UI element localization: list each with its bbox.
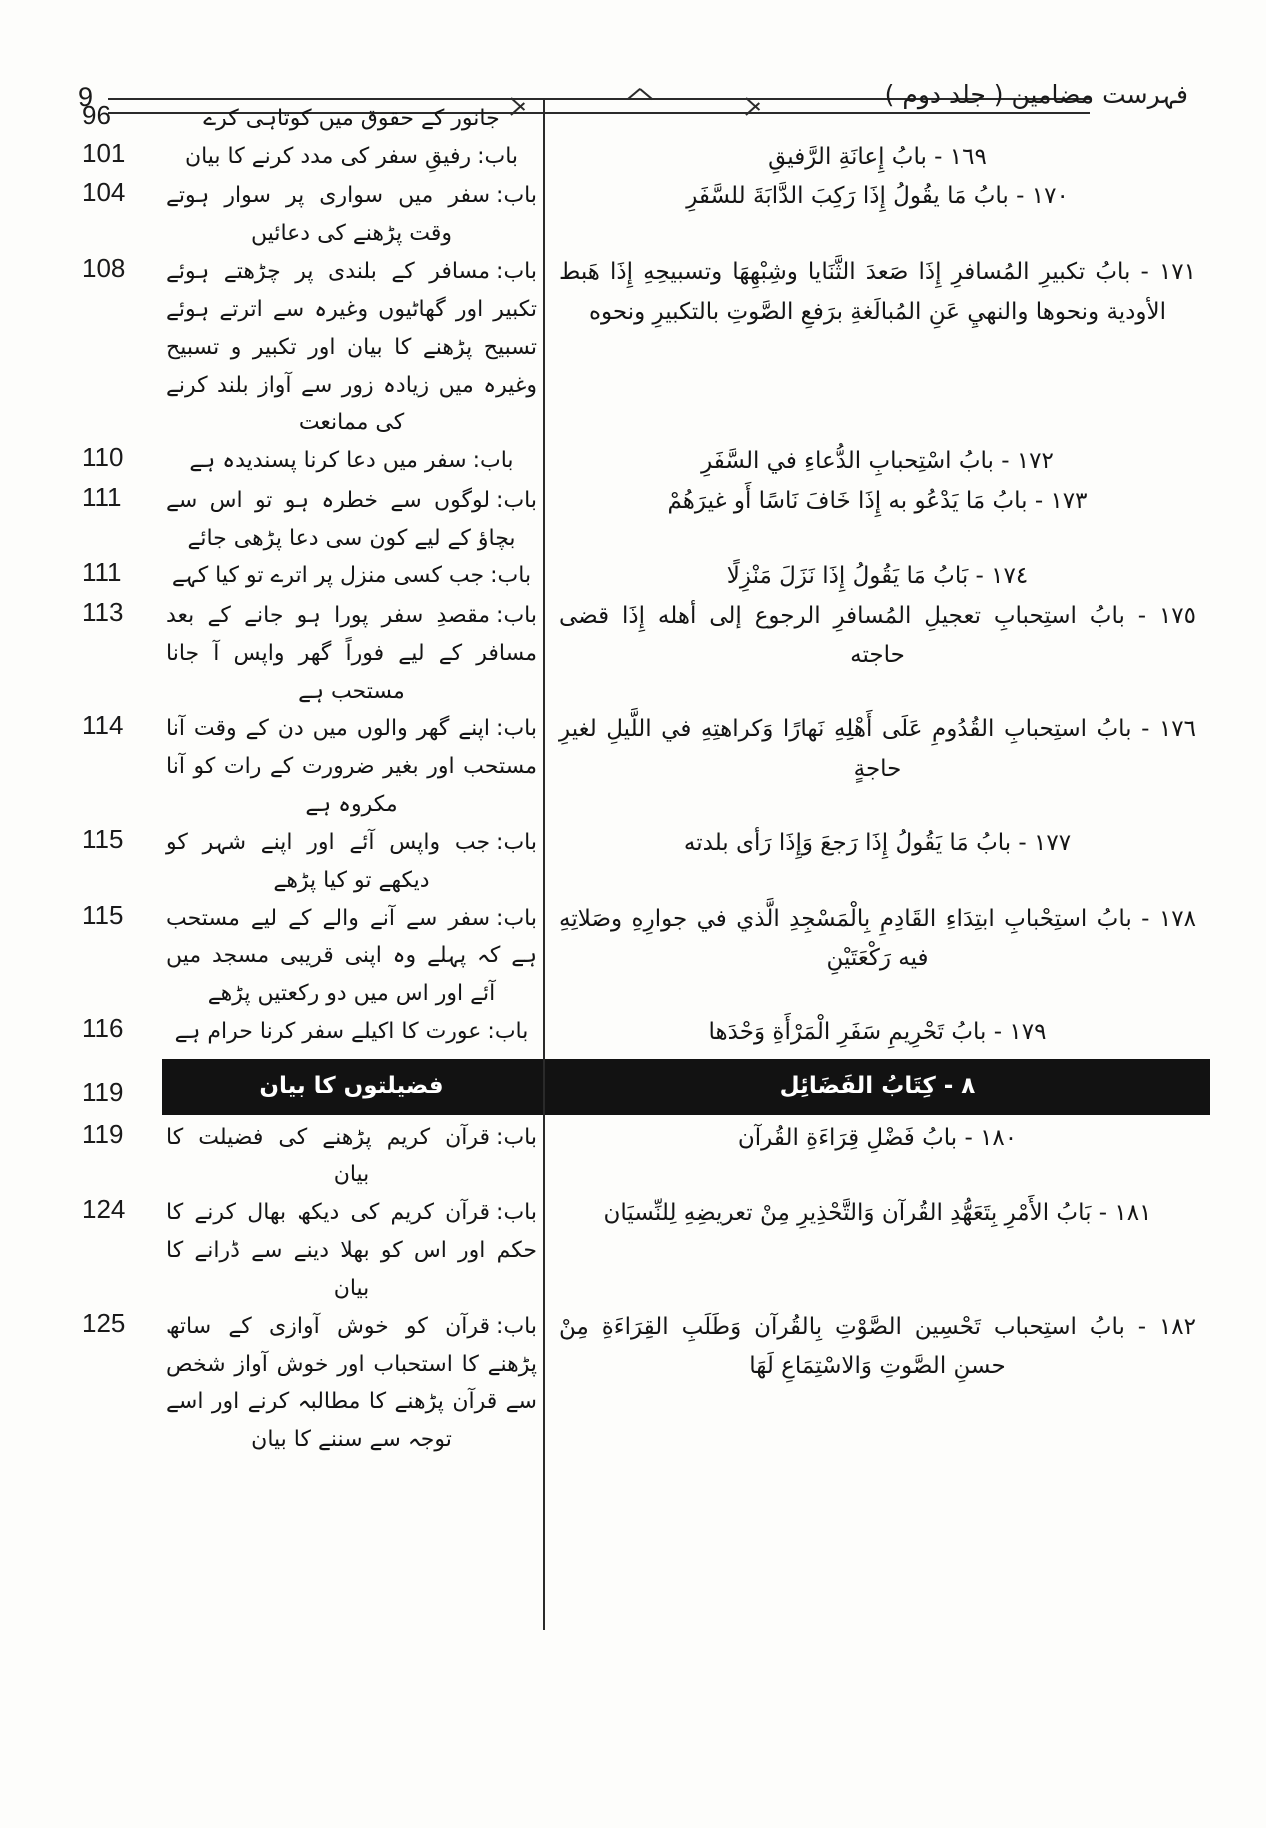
table-of-contents: [70, 100, 1210, 1708]
urdu-title: [162, 557, 543, 595]
chapter-banner: [162, 1059, 1210, 1115]
arabic-title: ١٧٩ - بابُ تَحْرِيمِ سَفَرِ الْمَرْأَةِ وَحْدَها: [708, 1019, 1047, 1046]
urdu-title: [162, 253, 543, 442]
bab-label: باب:: [496, 1124, 537, 1150]
toc-row[interactable]: [70, 1119, 1210, 1195]
bab-label: باب:: [472, 448, 514, 474]
chapter-arabic-title: ٨ - كِتَابُ الفَضَائِل: [779, 1072, 976, 1099]
bab-label: باب:: [496, 602, 537, 628]
bab-label: باب:: [477, 143, 519, 169]
bab-label: باب:: [487, 1019, 529, 1045]
page-number: 119: [82, 1118, 124, 1149]
column-divider: [543, 100, 545, 1630]
urdu-title: [162, 442, 543, 480]
arabic-title: ١٧١ - بابُ تكبيرِ المُسافرِ إِذَا صَعدَ الثَّنَايا وشِبْهِهَا وتسبيحِهِ إِذَا هَبط الأودية ونحوها والنهيِ عَنِ المُبالَغةِ برَفعِ الصَّوتِ بالتكبيرِ ونحوه: [559, 259, 1196, 325]
toc-row[interactable]: [70, 253, 1210, 442]
bab-label: باب:: [496, 716, 537, 742]
bab-label: باب:: [496, 905, 537, 931]
toc-row[interactable]: [70, 442, 1210, 482]
urdu-title-text: جب واپس آئے اور اپنے شہر کو دیکھے تو کیا پڑھے: [166, 829, 491, 893]
page-number: 114: [82, 710, 124, 741]
urdu-title-text: سفر سے آنے والے کے لیے مستحب ہے کہ پہلے وہ اپنی قریبی مسجد میں آئے اور اس میں دو رکعتیں پڑھے: [166, 905, 537, 1007]
urdu-title-text: جب کسی منزل پر اترے تو کیا کہے: [171, 563, 485, 589]
toc-row[interactable]: [70, 482, 1210, 558]
chapter-banner-row[interactable]: [70, 1059, 1210, 1115]
bab-label: باب:: [496, 259, 537, 285]
arabic-title: ١٧٢ - بابُ اسْتِحبابِ الدُّعاءِ في السَّفَرِ: [701, 448, 1054, 475]
arabic-title: ١٨١ - بَابُ الأَمْرِ بِتَعَهُّدِ القُرآن وَالتَّحْذِيرِ مِنْ تعريضِهِ لِلنِّسيَان: [603, 1200, 1152, 1227]
urdu-title: [162, 1119, 543, 1195]
page-header: [0, 38, 1266, 112]
page-number: 104: [82, 177, 126, 208]
bab-label: باب:: [496, 1313, 537, 1339]
toc-row[interactable]: [70, 138, 1210, 178]
toc-row[interactable]: [70, 1013, 1210, 1053]
arabic-title: ١٧٥ - بابُ استِحبابِ تعجيلِ المُسافرِ الرجوع إلى أهله إِذَا قضى حاجته: [559, 602, 1196, 669]
page-number: 119: [82, 1077, 124, 1108]
urdu-title: جانور کے حقوق میں کوتاہی کرے: [203, 106, 500, 131]
bab-label: باب:: [496, 829, 537, 855]
arabic-title: ١٦٩ - بابُ إِعانَةِ الرَّفيقِ: [768, 143, 987, 170]
page-number: 116: [82, 1013, 124, 1044]
toc-row[interactable]: [70, 557, 1210, 597]
toc-row[interactable]: [70, 597, 1210, 710]
page-number: 111: [82, 557, 122, 588]
page-number: 108: [82, 253, 126, 284]
urdu-title-text: عورت کا اکیلے سفر کرنا حرام ہے: [174, 1019, 482, 1045]
urdu-title: [162, 138, 543, 176]
page-number: 125: [82, 1307, 126, 1338]
toc-row[interactable]: [70, 100, 1210, 138]
toc-row[interactable]: [70, 1308, 1210, 1459]
urdu-title-text: اپنے گھر والوں میں دن کے وقت آنا مستحب اور بغیر ضرورت کے رات کو آنا مکروہ ہے: [166, 716, 537, 818]
toc-row[interactable]: [70, 1194, 1210, 1307]
urdu-title: [162, 710, 543, 823]
urdu-title-text: رفیقِ سفر کی مدد کرنے کا بیان: [184, 143, 472, 169]
urdu-title-text: مسافر کے بلندی پر چڑھتے ہوئے تکبیر اور گھاٹیوں وغیرہ سے اترتے ہوئے تسبیح پڑھنے کا بیان اور تکبیر و تسبیح وغیرہ میں زیادہ زور سے آواز بلند کرنے کی ممانعت: [166, 259, 537, 436]
chapter-urdu-title: فضیلتوں کا بیان: [259, 1072, 444, 1099]
page-number: 111: [82, 481, 122, 512]
bab-label: باب:: [496, 1200, 537, 1226]
urdu-title: [162, 900, 543, 1013]
arabic-title: ١٧٦ - بابُ استِحبابِ القُدُومِ عَلَى أَهْلِهِ نَهارًا وَكراهتِهِ في اللَّيلِ لغيرِ حاجةٍ: [559, 716, 1196, 782]
urdu-title: [162, 597, 543, 710]
arabic-title: ١٧٣ - بابُ مَا يَدْعُو به إِذَا خَافَ نَاسًا أَو غيرَهُمْ: [667, 487, 1088, 514]
urdu-title-text: قرآن کریم کی دیکھ بھال کرنے کا حکم اور اس کو بھلا دینے سے ڈرانے کا بیان: [166, 1200, 537, 1301]
bab-label: باب:: [496, 183, 537, 209]
urdu-title: [162, 824, 543, 900]
urdu-title-text: مقصدِ سفر پورا ہو جانے کے بعد مسافر کے لیے فوراً گھر واپس آ جانا مستحب ہے: [166, 602, 537, 704]
arabic-title: ١٧٨ - بابُ استِحْبابِ ابتِدَاءِ القَادِمِ بِالْمَسْجِدِ الَّذي في جوارِهِ وصَلاتِهِ فيه رَكْعَتَيْنِ: [559, 905, 1196, 972]
toc-row[interactable]: [70, 824, 1210, 900]
page-number: 113: [82, 596, 124, 627]
page-number: 96: [82, 100, 111, 130]
urdu-title: [162, 1308, 543, 1459]
urdu-title: [162, 1194, 543, 1307]
arabic-title: ١٨٠ - بابُ فَضْلِ قِرَاءَةِ القُرآن: [737, 1124, 1018, 1151]
page-number: 101: [82, 137, 126, 168]
bab-label: باب:: [490, 563, 532, 589]
urdu-title: [162, 1013, 543, 1051]
toc-row[interactable]: [70, 177, 1210, 253]
page-number: 115: [82, 899, 124, 930]
page-number: 124: [82, 1194, 126, 1225]
urdu-title-text: لوگوں سے خطرہ ہو تو اس سے بچاؤ کے لیے کون سی دعا پڑھی جائے: [166, 487, 516, 551]
toc-row[interactable]: [70, 710, 1210, 823]
arabic-title: ١٧٧ - بابُ مَا يَقُولُ إِذَا رَجعَ وَإِذَا رَأى بلدته: [683, 829, 1072, 856]
toc-row[interactable]: [70, 900, 1210, 1013]
page-number: 115: [82, 823, 124, 854]
page-title: فہرست مضامین ( جلد دوم ): [884, 80, 1188, 109]
urdu-title-text: قرآن کریم پڑھنے کی فضیلت کا بیان: [166, 1124, 491, 1188]
page-number: 110: [82, 442, 124, 473]
urdu-title-text: سفر میں سواری پر سوار ہوتے وقت پڑھنے کی دعائیں: [166, 183, 491, 247]
urdu-title: [162, 482, 543, 558]
arabic-title: ١٧٠ - بابُ مَا يقُولُ إِذَا رَكِبَ الدَّابَةَ للسَّفَرِ: [686, 183, 1069, 210]
arabic-title: ١٧٤ - بَابُ مَا يَقُولُ إِذَا نَزَلَ مَنْزِلًا: [726, 563, 1029, 590]
urdu-title-text: سفر میں دعا کرنا پسندیدہ ہے: [189, 448, 467, 474]
bab-label: باب:: [496, 487, 537, 513]
arabic-title: ١٨٢ - بابُ استِحباب تَحْسِين الصَّوْتِ بِالقُرآن وَطَلَبِ القِرَاءَةِ مِنْ حسنِ الصَّوتِ وَالاسْتِمَاعِ لَهَا: [559, 1313, 1196, 1380]
urdu-title-text: قرآن کو خوش آوازی کے ساتھ پڑھنے کا استحباب اور خوش آواز شخص سے قرآن پڑھنے کا مطالبہ کرنے اور اسے توجہ سے سننے کا بیان: [166, 1313, 537, 1453]
urdu-title: [162, 177, 543, 253]
folio-number: 9: [78, 82, 94, 112]
